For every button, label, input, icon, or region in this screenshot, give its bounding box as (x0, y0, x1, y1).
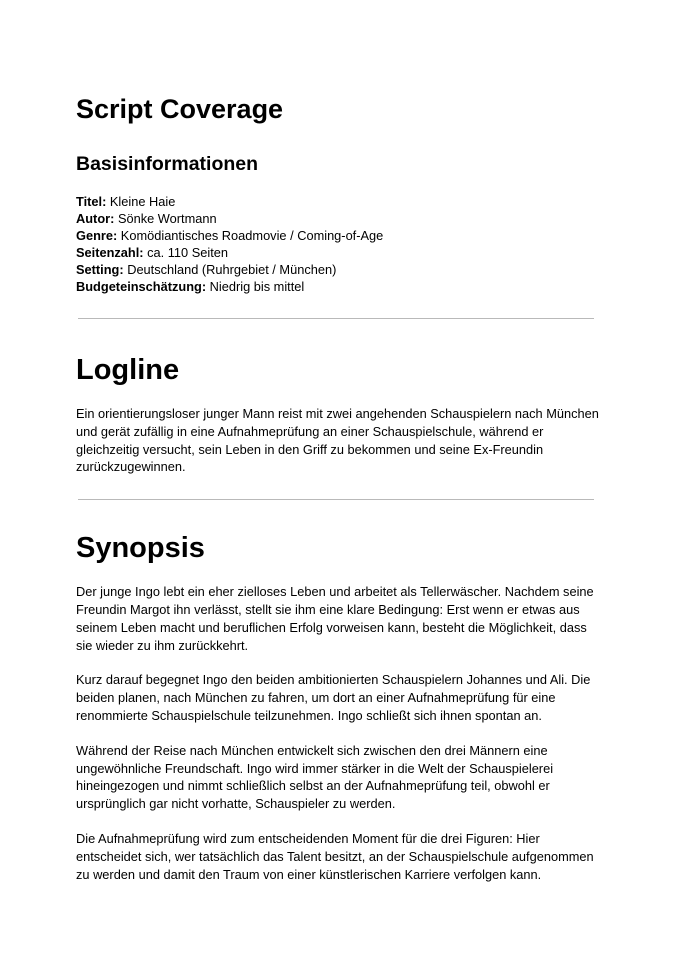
info-label: Titel: (76, 194, 107, 209)
info-row-pages (76, 244, 600, 261)
info-label: Setting: (76, 262, 124, 277)
info-value: ca. 110 Seiten (143, 245, 228, 260)
info-label: Budgeteinschätzung: (76, 279, 207, 294)
basis-info-list (76, 193, 600, 295)
info-value: Deutschland (Ruhrgebiet / München) (123, 262, 337, 277)
info-row-title (76, 193, 600, 210)
logline-heading: Logline (76, 354, 180, 386)
info-row-author (76, 210, 600, 227)
info-row-budget (76, 278, 600, 295)
info-row-genre (76, 227, 600, 244)
synopsis-paragraph: Die Aufnahmeprüfung wird zum entscheidenden Moment für die drei Figuren: Hier entscheidet sich, wer tatsächlich das Talent besitzt, an der Schauspielschule aufgenommen zu werden und damit den Traum von einer künstlerischen Karriere verfolgen kann. (76, 830, 594, 882)
synopsis-paragraph: Während der Reise nach München entwickelt sich zwischen den drei Männern eine ungewöhnliche Freundschaft. Ingo wird immer stärker in die Welt der Schauspielerei hineingezogen und nimmt schließlich selbst an der Aufnahmeprüfung teil, obwohl er ursprünglich gar nicht vorhatte, Schauspieler zu werden. (76, 742, 554, 812)
info-value: Kleine Haie (106, 194, 176, 209)
info-value: Niedrig bis mittel (206, 279, 305, 294)
document-title: Script Coverage (76, 94, 284, 124)
section-divider (78, 499, 594, 500)
synopsis-paragraph: Kurz darauf begegnet Ingo den beiden ambitionierten Schauspielern Johannes und Ali. Die beiden planen, nach München zu fahren, um dort an einer Aufnahmeprüfung für eine renommierte Schauspielschule teilzunehmen. Ingo schließt sich ihnen spontan an. (76, 672, 591, 723)
info-label: Autor: (76, 211, 115, 226)
synopsis-heading: Synopsis (76, 532, 205, 565)
info-label: Genre: (76, 228, 118, 243)
basis-heading: Basisinformationen (76, 153, 259, 175)
info-value: Komödiantisches Roadmovie / Coming-of-Age (117, 228, 384, 243)
logline-text: Ein orientierungsloser junger Mann reist mit zwei angehenden Schauspielern nach München und gerät zufällig in eine Aufnahmeprüfung an einer Schauspielschule, während er gleichzeitig versucht, sein Leben in den Griff zu bekommen und seine Ex-Freundin zurückzugewinnen. (76, 406, 599, 475)
info-value: Sönke Wortmann (114, 211, 217, 226)
info-row-setting (76, 261, 600, 278)
section-divider (78, 318, 594, 319)
synopsis-paragraph: Der junge Ingo lebt ein eher zielloses Leben und arbeitet als Tellerwäscher. Nachdem seine Freundin Margot ihn verlässt, stellt sie ihm eine klare Bedingung: Erst wenn er etwas aus seinem Leben macht und beruflichen Erfolg vorweisen kann, besteht die Möglichkeit, dass sie wieder zu ihm zurückkehrt. (76, 584, 594, 653)
info-label: Seitenzahl: (76, 245, 144, 260)
